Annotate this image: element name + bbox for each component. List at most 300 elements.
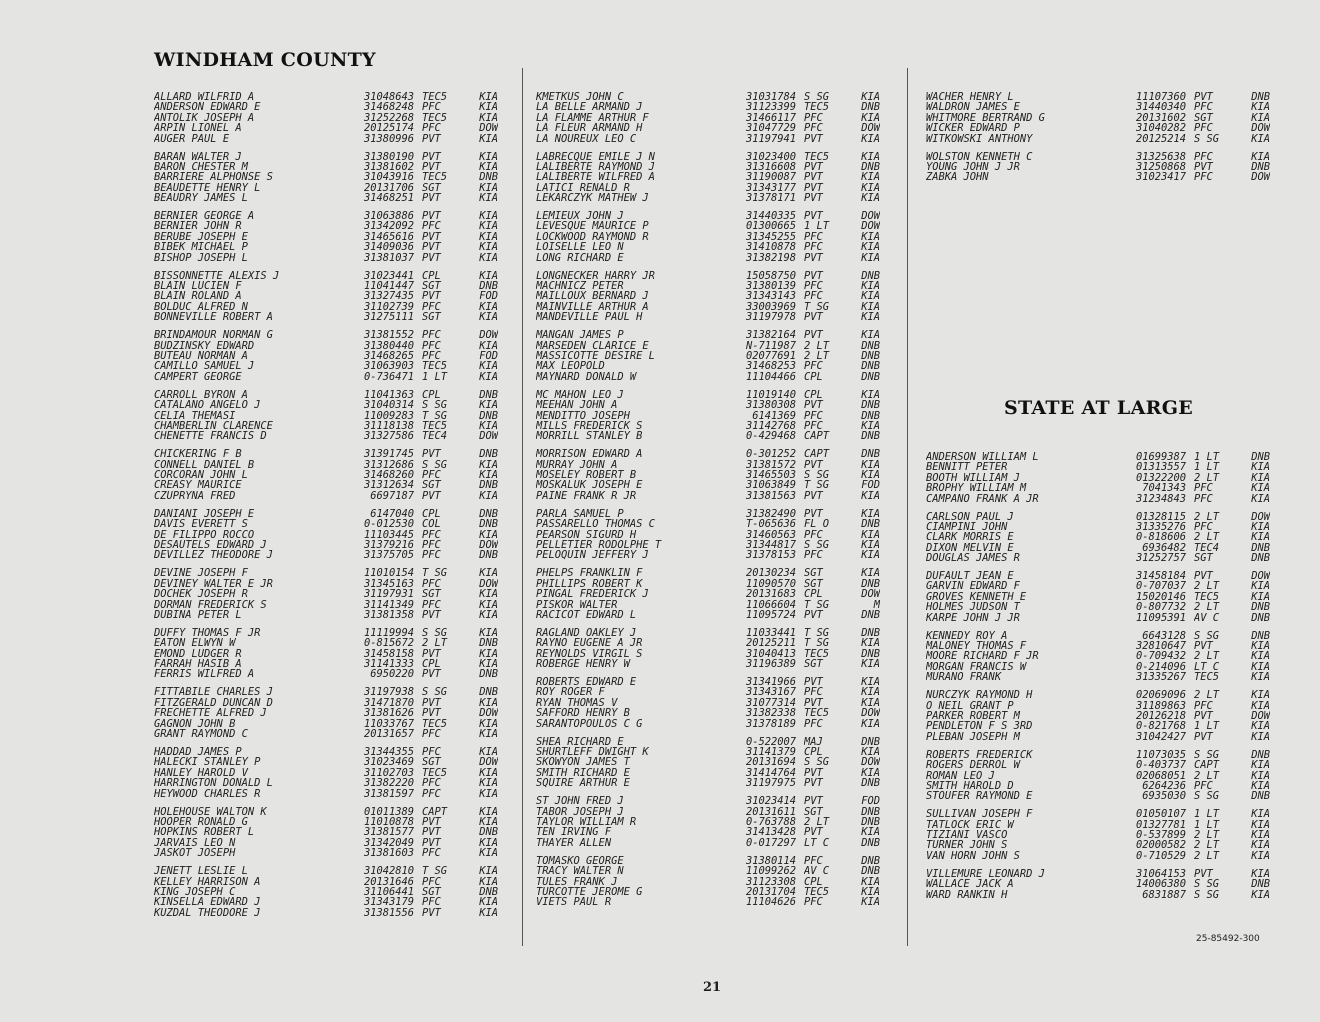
casualty-status: FOD (479, 350, 498, 362)
casualty-status: KIA (479, 907, 498, 919)
casualty-status: DNB (861, 431, 880, 442)
rank: SGT (422, 886, 441, 898)
casualty-name: BEAUDRY JAMES L (154, 193, 248, 204)
state-at-large-column (926, 452, 1270, 908)
serial-number: 31343167 (745, 687, 796, 698)
casualty-row (154, 827, 498, 837)
serial-number: 20125211 (745, 638, 796, 649)
casualty-status: KIA (1251, 760, 1270, 771)
rank: 1 LT (1194, 452, 1220, 463)
rank: SGT (422, 589, 441, 600)
casualty-name: CREASY MAURICE (154, 480, 242, 491)
windham-column-3 (926, 92, 1270, 190)
rank: SGT (422, 757, 441, 768)
casualty-row (154, 361, 498, 371)
casualty-name: DOUGLAS JAMES R (926, 553, 1020, 564)
casualty-name: FITZGERALD DUNCAN D (154, 697, 273, 709)
serial-number: 31466117 (745, 112, 796, 124)
casualty-status: DNB (479, 389, 498, 401)
casualty-status: KIA (1251, 840, 1270, 851)
casualty-status: KIA (479, 270, 498, 282)
casualty-name: GARVIN EDWARD F (926, 581, 1020, 592)
serial-number: 31063903 (363, 361, 414, 372)
rank: 2 LT (1194, 840, 1220, 851)
serial-number: 31381358 (363, 609, 414, 621)
casualty-name: DEVINEY WALTER E JR (154, 578, 273, 590)
serial-number: 31344817 (745, 540, 796, 551)
casualty-name: ALLARD WILFRID A (154, 92, 255, 103)
casualty-status: DNB (861, 866, 880, 877)
casualty-status: DNB (861, 648, 880, 660)
casualty-name: DEVILLEZ THEODORE J (154, 550, 273, 561)
rank: CPL (422, 270, 441, 282)
serial-number: 01328115 (1135, 511, 1186, 522)
casualty-name: TABOR JOSEPH J (536, 806, 624, 817)
casualty-name: PLEBAN JOSEPH M (926, 731, 1020, 743)
casualty-status: KIA (1251, 591, 1270, 603)
casualty-name: JENETT LESLIE L (154, 866, 248, 877)
casualty-status: DNB (479, 827, 498, 838)
casualty-status: KIA (479, 529, 498, 540)
casualty-row (926, 592, 1270, 602)
casualty-name: SKOWYON JAMES T (536, 757, 630, 768)
serial-number: 31042810 (363, 866, 414, 877)
serial-number: 11103445 (363, 529, 414, 540)
rank: PVT (1194, 161, 1213, 173)
casualty-name: LALIBERTE WILFRED A (536, 172, 655, 183)
casualty-status: KIA (479, 340, 498, 351)
casualty-row (536, 470, 880, 480)
serial-number: 31382164 (745, 330, 796, 341)
casualty-name: THAYER ALLEN (536, 837, 612, 849)
casualty-status: KIA (861, 718, 880, 730)
casualty-row (536, 897, 880, 907)
casualty-name: BRINDAMOUR NORMAN G (154, 330, 273, 341)
casualty-row (154, 649, 498, 659)
rank: 2 LT (1194, 602, 1220, 613)
serial-number: 31023417 (1135, 172, 1186, 183)
casualty-name: KINSELLA EDWARD J (154, 897, 261, 908)
serial-number: 6643128 (1142, 630, 1186, 642)
serial-number: 31344355 (363, 747, 414, 758)
rank: PVT (422, 449, 441, 460)
rank: PVT (1194, 92, 1213, 103)
casualty-row (926, 494, 1270, 504)
serial-number: 31345255 (745, 231, 796, 243)
rank: T SG (804, 480, 830, 491)
casualty-status: KIA (1251, 721, 1270, 732)
entry-group (926, 452, 1270, 504)
casualty-status: KIA (479, 193, 498, 204)
casualty-row (536, 491, 880, 501)
serial-number: 0-301252 (745, 449, 796, 460)
serial-number: 31312686 (363, 459, 414, 471)
casualty-name: TIZIANI VASCO (926, 830, 1008, 841)
casualty-name: SMITH HAROLD D (926, 780, 1014, 792)
rank: PVT (804, 697, 823, 709)
casualty-name: EATON ELWYN W (154, 638, 236, 649)
serial-number: 31382198 (745, 252, 796, 264)
casualty-status: FOD (479, 291, 498, 302)
casualty-status: DNB (479, 638, 498, 649)
serial-number: 31047729 (745, 123, 796, 134)
casualty-row (926, 631, 1270, 641)
casualty-row (154, 848, 498, 858)
serial-number: 31382220 (363, 778, 414, 789)
casualty-row (154, 431, 498, 441)
rank: PVT (1194, 731, 1213, 743)
serial-number: 31023414 (745, 796, 796, 807)
casualty-name: KING JOSEPH C (154, 886, 236, 898)
casualty-name: HALECKI STANLEY P (154, 757, 261, 768)
rank: PFC (804, 529, 823, 540)
rank: TEC5 (804, 151, 830, 162)
casualty-name: ST JOHN FRED J (536, 796, 624, 807)
casualty-status: DNB (861, 161, 880, 173)
casualty-status: KIA (1251, 672, 1270, 683)
rank: TEC4 (1194, 542, 1220, 554)
casualty-name: RAYNO EUGENE A JR (536, 638, 643, 649)
rank: PVT (804, 270, 823, 282)
rank: 2 LT (1194, 532, 1220, 543)
serial-number: 31325638 (1135, 151, 1186, 162)
casualty-row (154, 480, 498, 490)
casualty-status: DNB (861, 361, 880, 372)
casualty-status: DNB (861, 270, 880, 282)
rank: SGT (422, 480, 441, 491)
casualty-status: KIA (1251, 809, 1270, 820)
rank: PFC (422, 221, 441, 232)
form-number: 25-85492-300 (1196, 934, 1260, 944)
casualty-row (926, 483, 1270, 493)
casualty-row (926, 662, 1270, 672)
casualty-row (926, 711, 1270, 721)
casualty-row (536, 530, 880, 540)
casualty-row (154, 659, 498, 669)
casualty-row (536, 341, 880, 351)
casualty-row (536, 312, 880, 322)
rank: PVT (1194, 868, 1213, 880)
casualty-status: KIA (479, 371, 498, 383)
casualty-name: DORMAN FREDERICK S (154, 599, 267, 610)
rank: TEC5 (422, 92, 448, 103)
casualty-row (536, 568, 880, 578)
casualty-row (926, 771, 1270, 781)
rank: PFC (422, 350, 441, 362)
rank: PFC (1194, 172, 1213, 183)
rank: PVT (422, 490, 441, 502)
casualty-name: LEMIEUX JOHN J (536, 211, 624, 222)
serial-number: 31341966 (745, 677, 796, 688)
casualty-row (536, 628, 880, 638)
rank: CPL (804, 589, 823, 600)
casualty-status: KIA (1251, 661, 1270, 673)
rank: PVT (422, 151, 441, 162)
serial-number: 31391745 (363, 449, 414, 460)
entry-group (926, 92, 1270, 144)
rank: S SG (1194, 133, 1220, 144)
casualty-name: BEAUDETTE HENRY L (154, 182, 261, 194)
serial-number: 31196389 (745, 659, 796, 670)
serial-number: 31190087 (745, 172, 796, 183)
rank: TEC4 (422, 431, 448, 442)
serial-number: 11019140 (745, 389, 796, 401)
rank: PFC (804, 420, 823, 432)
casualty-status: KIA (861, 193, 880, 204)
rank: PVT (422, 837, 441, 849)
rank: TEC5 (422, 361, 448, 372)
rank: TEC5 (804, 102, 830, 113)
casualty-name: BUTEAU NORMAN A (154, 350, 248, 362)
rank: 2 LT (1194, 581, 1220, 592)
serial-number: 31343177 (745, 182, 796, 194)
casualty-name: FITTABILE CHARLES J (154, 687, 273, 698)
casualty-status: DNB (1251, 612, 1270, 624)
casualty-name: ANTOLIK JOSEPH A (154, 112, 255, 124)
rank: PVT (804, 211, 823, 222)
casualty-name: ARPIN LIONEL A (154, 123, 242, 134)
casualty-name: BERUBE JOSEPH E (154, 231, 248, 243)
casualty-name: MALONEY THOMAS F (926, 641, 1027, 652)
casualty-row (154, 719, 498, 729)
entry-group (536, 856, 880, 908)
casualty-name: DUBINA PETER L (154, 609, 242, 621)
rank: SGT (422, 182, 441, 194)
rank: PVT (804, 330, 823, 341)
casualty-row (926, 879, 1270, 889)
rank: T SG (804, 599, 830, 610)
casualty-status: KIA (479, 420, 498, 432)
casualty-name: RACICOT EDWARD L (536, 609, 637, 621)
casualty-row (536, 856, 880, 866)
casualty-status: DNB (861, 855, 880, 867)
rank: CPL (422, 659, 441, 670)
casualty-row (536, 687, 880, 697)
serial-number: 31381552 (363, 330, 414, 341)
casualty-status: KIA (861, 420, 880, 432)
serial-number: 31197941 (745, 133, 796, 144)
rank: PFC (422, 470, 441, 481)
casualty-name: VILLEMURE LEONARD J (926, 868, 1045, 880)
casualty-name: PISKOR WALTER (536, 599, 618, 610)
serial-number: 20125214 (1135, 133, 1186, 144)
rank: S SG (1194, 749, 1220, 761)
casualty-row (926, 820, 1270, 830)
serial-number: 31343143 (745, 291, 796, 302)
casualty-status: KIA (861, 659, 880, 670)
casualty-name: CORCORAN JOHN L (154, 470, 248, 481)
casualty-status: KIA (479, 221, 498, 232)
casualty-row (154, 211, 498, 221)
rank: PFC (422, 550, 441, 561)
casualty-name: RAGLAND OAKLEY J (536, 627, 637, 639)
entry-group (536, 211, 880, 263)
casualty-name: MANGAN JAMES P (536, 330, 624, 341)
rank: PVT (804, 490, 823, 502)
casualty-row (154, 491, 498, 501)
entry-group (536, 390, 880, 442)
casualty-row (926, 651, 1270, 661)
casualty-name: HOLEHOUSE WALTON K (154, 806, 267, 817)
serial-number: 6936482 (1142, 542, 1186, 554)
casualty-name: WITKOWSKI ANTHONY (926, 133, 1033, 144)
rank: PVT (804, 182, 823, 194)
casualty-name: WACHER HENRY L (926, 92, 1014, 103)
casualty-row (926, 543, 1270, 553)
casualty-status: KIA (1251, 532, 1270, 543)
rank: PVT (804, 172, 823, 183)
serial-number: 20131704 (745, 886, 796, 898)
casualty-name: BARRIERE ALPHONSE S (154, 172, 273, 183)
serial-number: 11009283 (363, 410, 414, 421)
serial-number: 20131602 (1135, 112, 1186, 124)
casualty-status: KIA (1251, 830, 1270, 841)
casualty-status: DNB (861, 449, 880, 460)
serial-number: 02077691 (745, 350, 796, 362)
casualty-name: WALDRON JAMES E (926, 102, 1020, 113)
serial-number: 11066604 (745, 599, 796, 610)
casualty-status: KIA (1251, 521, 1270, 533)
casualty-name: SHURTLEFF DWIGHT K (536, 747, 649, 758)
rank: CPL (422, 508, 441, 520)
serial-number: 20131706 (363, 182, 414, 194)
rank: T SG (804, 627, 830, 639)
casualty-row (154, 102, 498, 112)
casualty-name: BARAN WALTER J (154, 151, 242, 162)
serial-number: 31102703 (363, 767, 414, 779)
casualty-status: DNB (861, 400, 880, 411)
casualty-row (926, 92, 1270, 102)
casualty-name: WOLSTON KENNETH C (926, 151, 1033, 162)
casualty-status: KIA (1251, 700, 1270, 711)
casualty-status: KIA (861, 529, 880, 540)
entry-group (536, 92, 880, 144)
casualty-status: KIA (1251, 770, 1270, 781)
casualty-row (154, 540, 498, 550)
casualty-row (154, 460, 498, 470)
rank: TEC5 (804, 886, 830, 898)
rank: PVT (422, 816, 441, 828)
serial-number: 15058750 (745, 270, 796, 282)
rank: PFC (804, 410, 823, 421)
casualty-status: KIA (1251, 889, 1270, 900)
rank: PFC (804, 361, 823, 372)
casualty-name: SQUIRE ARTHUR E (536, 778, 630, 789)
rank: 2 LT (1194, 651, 1220, 662)
rank: PFC (422, 848, 441, 859)
rank: PFC (1194, 700, 1213, 711)
casualty-name: MEEHAN JOHN A (536, 400, 618, 411)
entry-group (154, 568, 498, 620)
casualty-status: DOW (1251, 710, 1270, 722)
serial-number: 33003969 (745, 301, 796, 313)
serial-number: 11041363 (363, 389, 414, 401)
casualty-status: DOW (479, 757, 498, 768)
casualty-name: STOUFER RAYMOND E (926, 791, 1033, 802)
casualty-row (536, 162, 880, 172)
casualty-status: M (873, 599, 880, 610)
rank: CPL (422, 389, 441, 401)
rank: PVT (804, 677, 823, 688)
casualty-status: KIA (861, 747, 880, 758)
casualty-status: KIA (1251, 462, 1270, 473)
entry-group (154, 866, 498, 918)
rank: PFC (804, 281, 823, 292)
rank: 2 LT (804, 816, 830, 828)
rank: PFC (804, 242, 823, 253)
casualty-status: KIA (1251, 483, 1270, 494)
casualty-status: DOW (1251, 172, 1270, 183)
serial-number: 11104626 (745, 897, 796, 908)
casualty-name: TULES FRANK J (536, 876, 618, 887)
casualty-row (536, 221, 880, 231)
casualty-name: BOLDUC ALFRED N (154, 301, 248, 313)
casualty-status: KIA (861, 242, 880, 253)
casualty-status: DNB (861, 340, 880, 351)
casualty-row (926, 830, 1270, 840)
serial-number: 01327781 (1135, 819, 1186, 831)
casualty-row (536, 421, 880, 431)
serial-number: 31141349 (363, 599, 414, 610)
windham-county-heading: WINDHAM COUNTY (154, 49, 376, 71)
casualty-row (536, 796, 880, 806)
casualty-row (926, 512, 1270, 522)
casualty-row (926, 532, 1270, 542)
rank: PVT (804, 400, 823, 411)
casualty-row (536, 172, 880, 182)
rank: PVT (804, 161, 823, 173)
serial-number: 6147040 (370, 508, 414, 520)
rank: PVT (422, 648, 441, 660)
casualty-name: CARROLL BYRON A (154, 389, 248, 401)
casualty-status: DNB (861, 806, 880, 817)
rank: CPL (804, 747, 823, 758)
casualty-name: TEN IRVING F (536, 827, 612, 838)
entry-group (536, 628, 880, 670)
casualty-row (154, 568, 498, 578)
serial-number: 31327435 (363, 291, 414, 302)
casualty-row (536, 271, 880, 281)
entry-group (536, 677, 880, 729)
casualty-row (154, 789, 498, 799)
serial-number: 31460563 (745, 529, 796, 540)
casualty-name: CLARK MORRIS E (926, 532, 1014, 543)
serial-number: 15020146 (1135, 591, 1186, 603)
rank: 2 LT (1194, 472, 1220, 484)
casualty-status: DOW (861, 211, 880, 222)
casualty-name: GAGNON JOHN B (154, 718, 236, 730)
casualty-status: KIA (1251, 868, 1270, 880)
entry-group (926, 809, 1270, 861)
casualty-row (926, 462, 1270, 472)
serial-number: 31471870 (363, 697, 414, 709)
rank: LT C (1194, 661, 1220, 673)
entry-group (536, 737, 880, 789)
casualty-row (154, 729, 498, 739)
casualty-name: LOCKWOOD RAYMOND R (536, 231, 649, 243)
casualty-status: KIA (1251, 493, 1270, 504)
casualty-name: ANDERSON WILLIAM L (926, 452, 1039, 463)
casualty-status: DNB (479, 172, 498, 183)
serial-number: 31252268 (363, 112, 414, 124)
casualty-row (536, 449, 880, 459)
serial-number: 31335276 (1135, 521, 1186, 533)
entry-group (926, 631, 1270, 683)
rank: S SG (804, 470, 830, 481)
casualty-name: MURRAY JOHN A (536, 459, 618, 471)
rank: S SG (422, 459, 448, 471)
casualty-row (154, 698, 498, 708)
